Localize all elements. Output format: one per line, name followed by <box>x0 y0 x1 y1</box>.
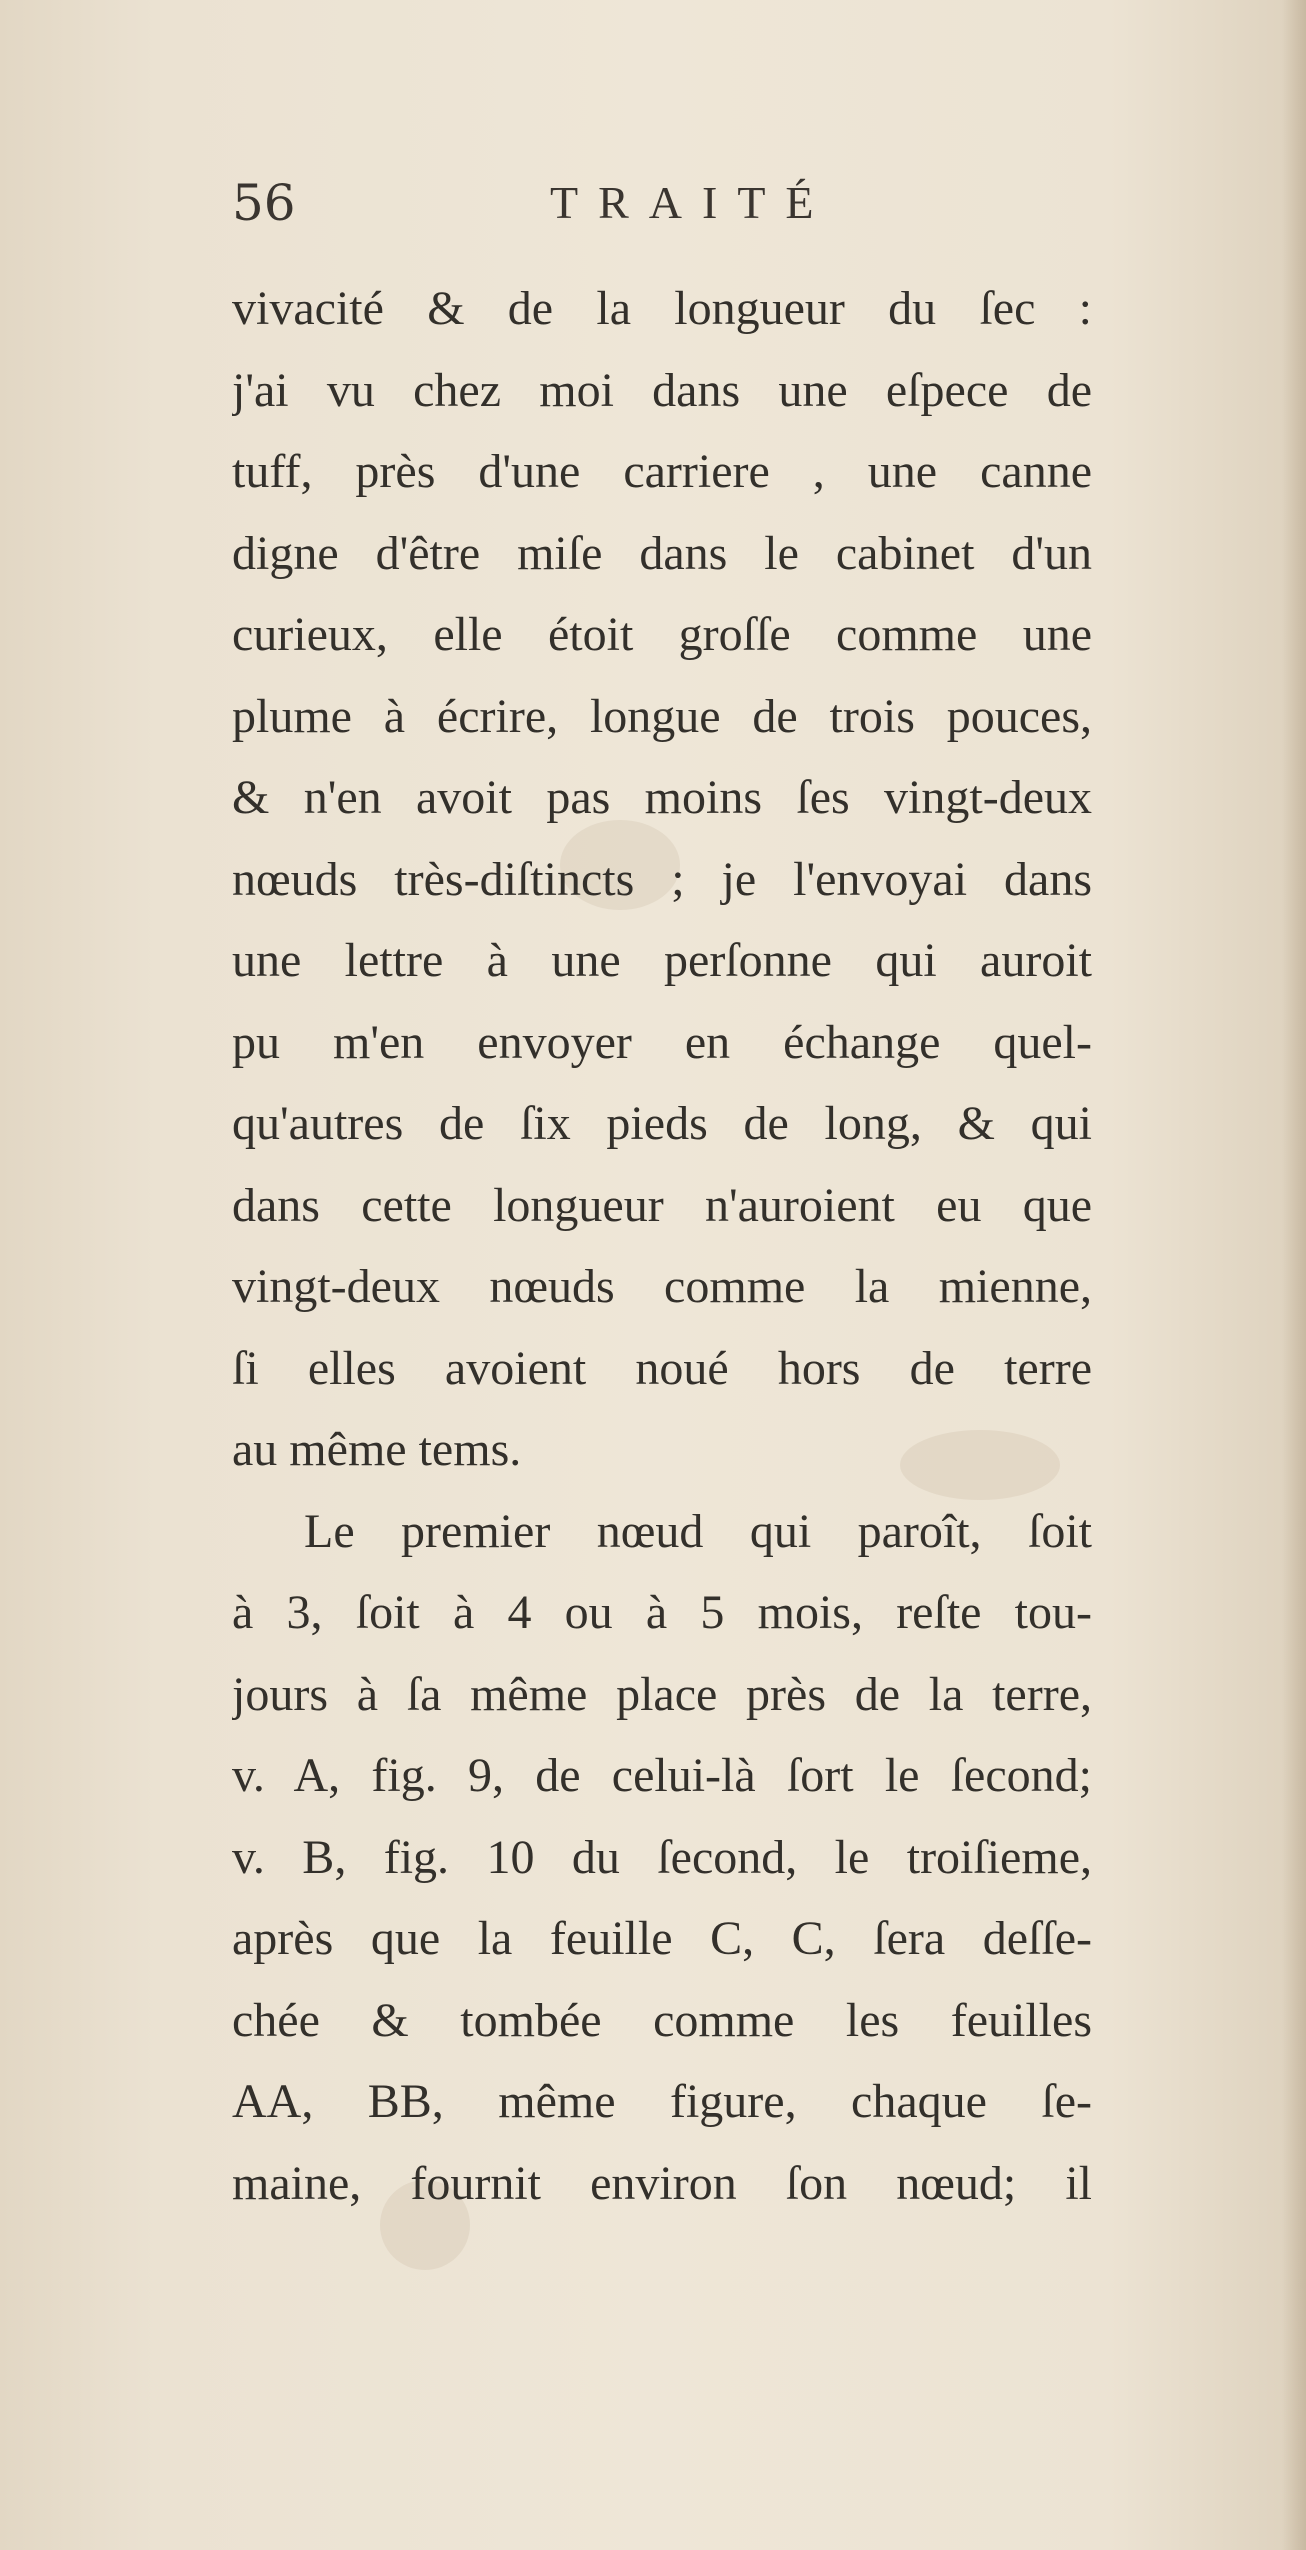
text-line: qu'autres de ſix pieds de long, & qui <box>232 1097 1092 1150</box>
page-number: 56 <box>232 174 296 232</box>
text-line: chée & tombée comme les feuilles <box>232 1993 1092 2047</box>
text-line: Le premier nœud qui paroît, ſoit <box>304 1504 1092 1558</box>
text-line: maine, fournit environ ſon nœud; il <box>232 2156 1092 2210</box>
text-line: à 3, ſoit à 4 ou à 5 mois, reſte tou- <box>232 1586 1092 1639</box>
running-title: TRAITÉ <box>550 177 834 228</box>
text-line: v. A, fig. 9, de celui-là ſort le ſecond; <box>232 1749 1092 1802</box>
text-line: pu m'en envoyer en échange quel- <box>232 1015 1092 1069</box>
text-line: vingt-deux nœuds comme la mienne, <box>232 1260 1092 1313</box>
page-edge-shadow <box>1282 0 1306 2550</box>
text-line: tuff, près d'une carriere , une canne <box>232 445 1092 498</box>
text-line: v. B, fig. 10 du ſecond, le troiſieme, <box>232 1830 1092 1884</box>
text-line: j'ai vu chez moi dans une eſpece de <box>232 363 1092 417</box>
text-line: AA, BB, même figure, chaque ſe- <box>232 2075 1092 2128</box>
text-line: jours à ſa même place près de la terre, <box>232 1667 1092 1721</box>
text-line: plume à écrire, longue de trois pouces, <box>232 689 1092 743</box>
text-line: digne d'être miſe dans le cabinet d'un <box>232 526 1092 580</box>
page-header <box>232 168 1092 238</box>
text-line: ſi elles avoient noué hors de terre <box>232 1341 1092 1395</box>
text-line: au même tems. <box>232 1423 522 1476</box>
text-line: une lettre à une perſonne qui auroit <box>232 934 1092 987</box>
text-line: nœuds très-diſtincts ; je l'envoyai dans <box>232 852 1092 906</box>
text-line: & n'en avoit pas moins ſes vingt-deux <box>232 771 1092 824</box>
text-line: dans cette longueur n'auroient eu que <box>232 1178 1092 1232</box>
text-line: après que la feuille C, C, ſera deſſe- <box>232 1912 1092 1965</box>
body-text <box>232 268 1092 2224</box>
text-line: vivacité & de la longueur du ſec : <box>232 282 1092 335</box>
text-line: curieux, elle étoit groſſe comme une <box>232 608 1092 661</box>
